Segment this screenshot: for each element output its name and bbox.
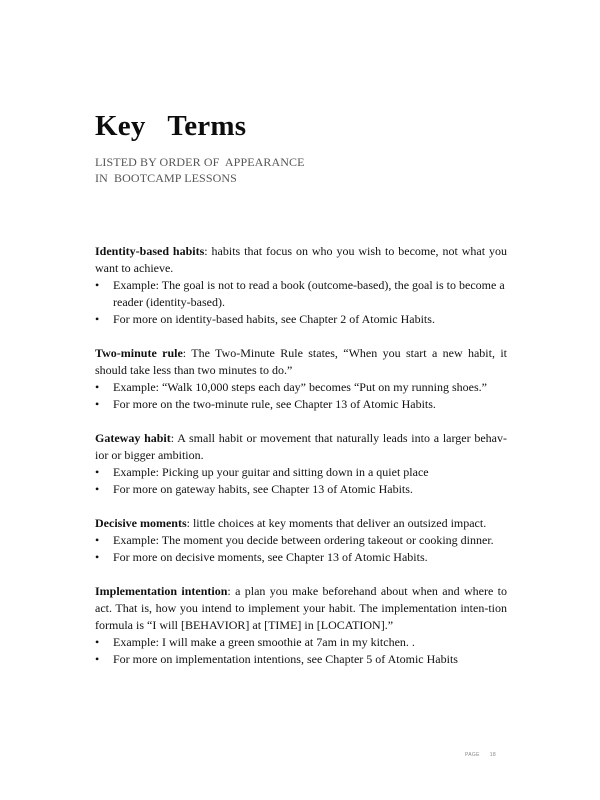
term-definition — [95, 430, 507, 464]
terms-list — [95, 243, 507, 685]
term-definition — [95, 243, 507, 277]
term-definition-text: : little choices at key moments that deliver an outsized impact. — [186, 516, 487, 530]
term-bullets — [95, 532, 507, 566]
page-subtitle: LISTED BY ORDER OF APPEARANCE IN BOOTCAMP LESSONS — [95, 155, 305, 185]
term-gateway-habit — [95, 430, 507, 498]
bullet-example: • Example: Picking up your guitar and sitting down in a quiet place — [95, 464, 507, 481]
term-definition-text: : A small habit or movement that naturally leads into a larger behav-ior or bigger ambition. — [95, 431, 508, 462]
page-number: 18 — [489, 752, 496, 758]
term-bullets — [95, 277, 507, 328]
term-name: Implementation intention — [95, 584, 228, 598]
term-implementation-intention — [95, 583, 507, 668]
bullet-reference: • For more on identity-based habits, see Chapter 2 of Atomic Habits. — [95, 311, 507, 328]
term-definition-text: : a plan you make beforehand about when and where to act. That is, how you intend to implement your habit. The implementation inten-tion formula is “I will [BEHAVIOR] at [TIME] in [LOCATION].” — [95, 584, 507, 632]
bullet-reference: • For more on decisive moments, see Chapter 13 of Atomic Habits. — [95, 549, 507, 566]
page-footer — [465, 752, 496, 758]
bullet-reference: • For more on implementation intentions, see Chapter 5 of Atomic Habits — [95, 651, 507, 668]
term-bullets — [95, 464, 507, 498]
term-two-minute-rule — [95, 345, 507, 413]
bullet-example: • Example: I will make a green smoothie at 7am in my kitchen. . — [95, 634, 507, 651]
term-definition — [95, 583, 507, 634]
page-label: PAGE — [465, 752, 480, 758]
page-title: Key Terms — [95, 110, 247, 142]
bullet-reference: • For more on the two-minute rule, see Chapter 13 of Atomic Habits. — [95, 396, 507, 413]
term-bullets — [95, 379, 507, 413]
bullet-example: • Example: “Walk 10,000 steps each day” becomes “Put on my running shoes.” — [95, 379, 507, 396]
term-name: Decisive moments — [95, 516, 187, 530]
term-name: Two-minute rule — [95, 346, 183, 360]
term-decisive-moments — [95, 515, 507, 566]
term-definition — [95, 345, 507, 379]
bullet-reference: • For more on gateway habits, see Chapter 13 of Atomic Habits. — [95, 481, 507, 498]
term-definition-text: : habits that focus on who you wish to become, not what you want to achieve. — [95, 244, 507, 275]
term-name: Gateway habit — [95, 431, 171, 445]
bullet-example: • Example: The goal is not to read a book (outcome-based), the goal is to become a reader (identity-based). — [95, 277, 507, 311]
term-bullets — [95, 634, 507, 668]
term-definition — [95, 515, 507, 532]
term-name: Identity-based habits — [95, 244, 205, 258]
term-identity-based-habits — [95, 243, 507, 328]
bullet-example: • Example: The moment you decide between ordering takeout or cooking dinner. — [95, 532, 507, 549]
term-definition-text: : The Two-Minute Rule states, “When you start a new habit, it should take less than two minutes to do.” — [95, 346, 507, 377]
